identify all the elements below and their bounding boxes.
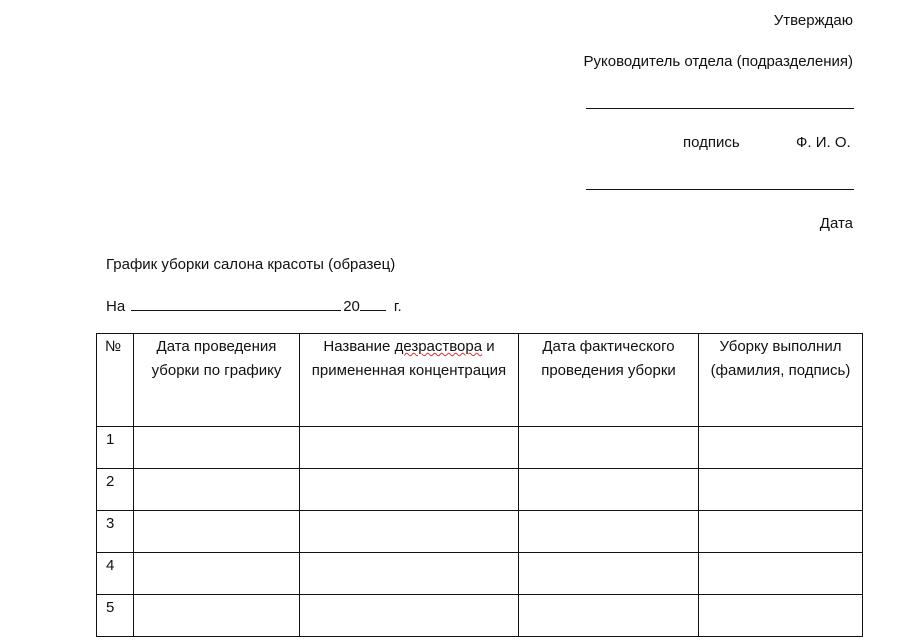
approval-heading: Утверждаю <box>773 12 853 29</box>
signature-label: подпись <box>683 134 740 151</box>
table-row <box>97 469 863 511</box>
table-row <box>97 427 863 469</box>
cell-disinfectant <box>300 427 519 469</box>
year-blank <box>360 296 386 311</box>
date-label: Дата <box>819 215 853 232</box>
cell-planned-date <box>134 553 300 595</box>
header-actual-date: Дата фактического проведения уборки <box>519 334 699 427</box>
table-header-row <box>97 334 863 427</box>
cell-actual-date <box>519 427 699 469</box>
header-disinfectant <box>300 334 519 427</box>
cell-disinfectant <box>300 511 519 553</box>
cell-disinfectant <box>300 469 519 511</box>
row-number: 5 <box>97 595 134 637</box>
row-number: 1 <box>97 427 134 469</box>
cleaning-schedule-table <box>96 333 863 637</box>
approver-position: Руководитель отдела (подразделения) <box>583 53 853 70</box>
table-row <box>97 553 863 595</box>
fio-label: Ф. И. О. <box>796 134 851 151</box>
cell-performed-by <box>699 553 863 595</box>
period-blank <box>131 296 341 311</box>
year-prefix: 20 <box>343 298 360 315</box>
header-planned-date: Дата проведения уборки по графику <box>134 334 300 427</box>
cell-actual-date <box>519 553 699 595</box>
cell-disinfectant <box>300 595 519 637</box>
cell-planned-date <box>134 595 300 637</box>
header-performed-by: Уборку выполнил (фамилия, подпись) <box>699 334 863 427</box>
cell-disinfectant <box>300 553 519 595</box>
period-row <box>106 296 402 316</box>
cell-performed-by <box>699 469 863 511</box>
row-number: 2 <box>97 469 134 511</box>
cell-performed-by <box>699 511 863 553</box>
cell-actual-date <box>519 469 699 511</box>
table-row <box>97 595 863 637</box>
date-blank-line <box>586 189 854 190</box>
cell-actual-date <box>519 511 699 553</box>
cell-performed-by <box>699 595 863 637</box>
document-title: График уборки салона красоты (образец) <box>106 256 396 273</box>
row-number: 3 <box>97 511 134 553</box>
header-disinfectant-word: дезраствора <box>394 338 483 355</box>
signature-blank-line <box>586 108 854 109</box>
period-prefix: На <box>106 298 126 315</box>
row-number: 4 <box>97 553 134 595</box>
year-suffix: г. <box>393 298 402 315</box>
cell-performed-by <box>699 427 863 469</box>
header-disinfectant-end: и примененная концентрация <box>311 338 507 379</box>
cell-planned-date <box>134 427 300 469</box>
header-number: № <box>97 334 134 427</box>
table-row <box>97 511 863 553</box>
cell-actual-date <box>519 595 699 637</box>
cell-planned-date <box>134 469 300 511</box>
header-disinfectant-start: Название <box>323 338 395 355</box>
cell-planned-date <box>134 511 300 553</box>
